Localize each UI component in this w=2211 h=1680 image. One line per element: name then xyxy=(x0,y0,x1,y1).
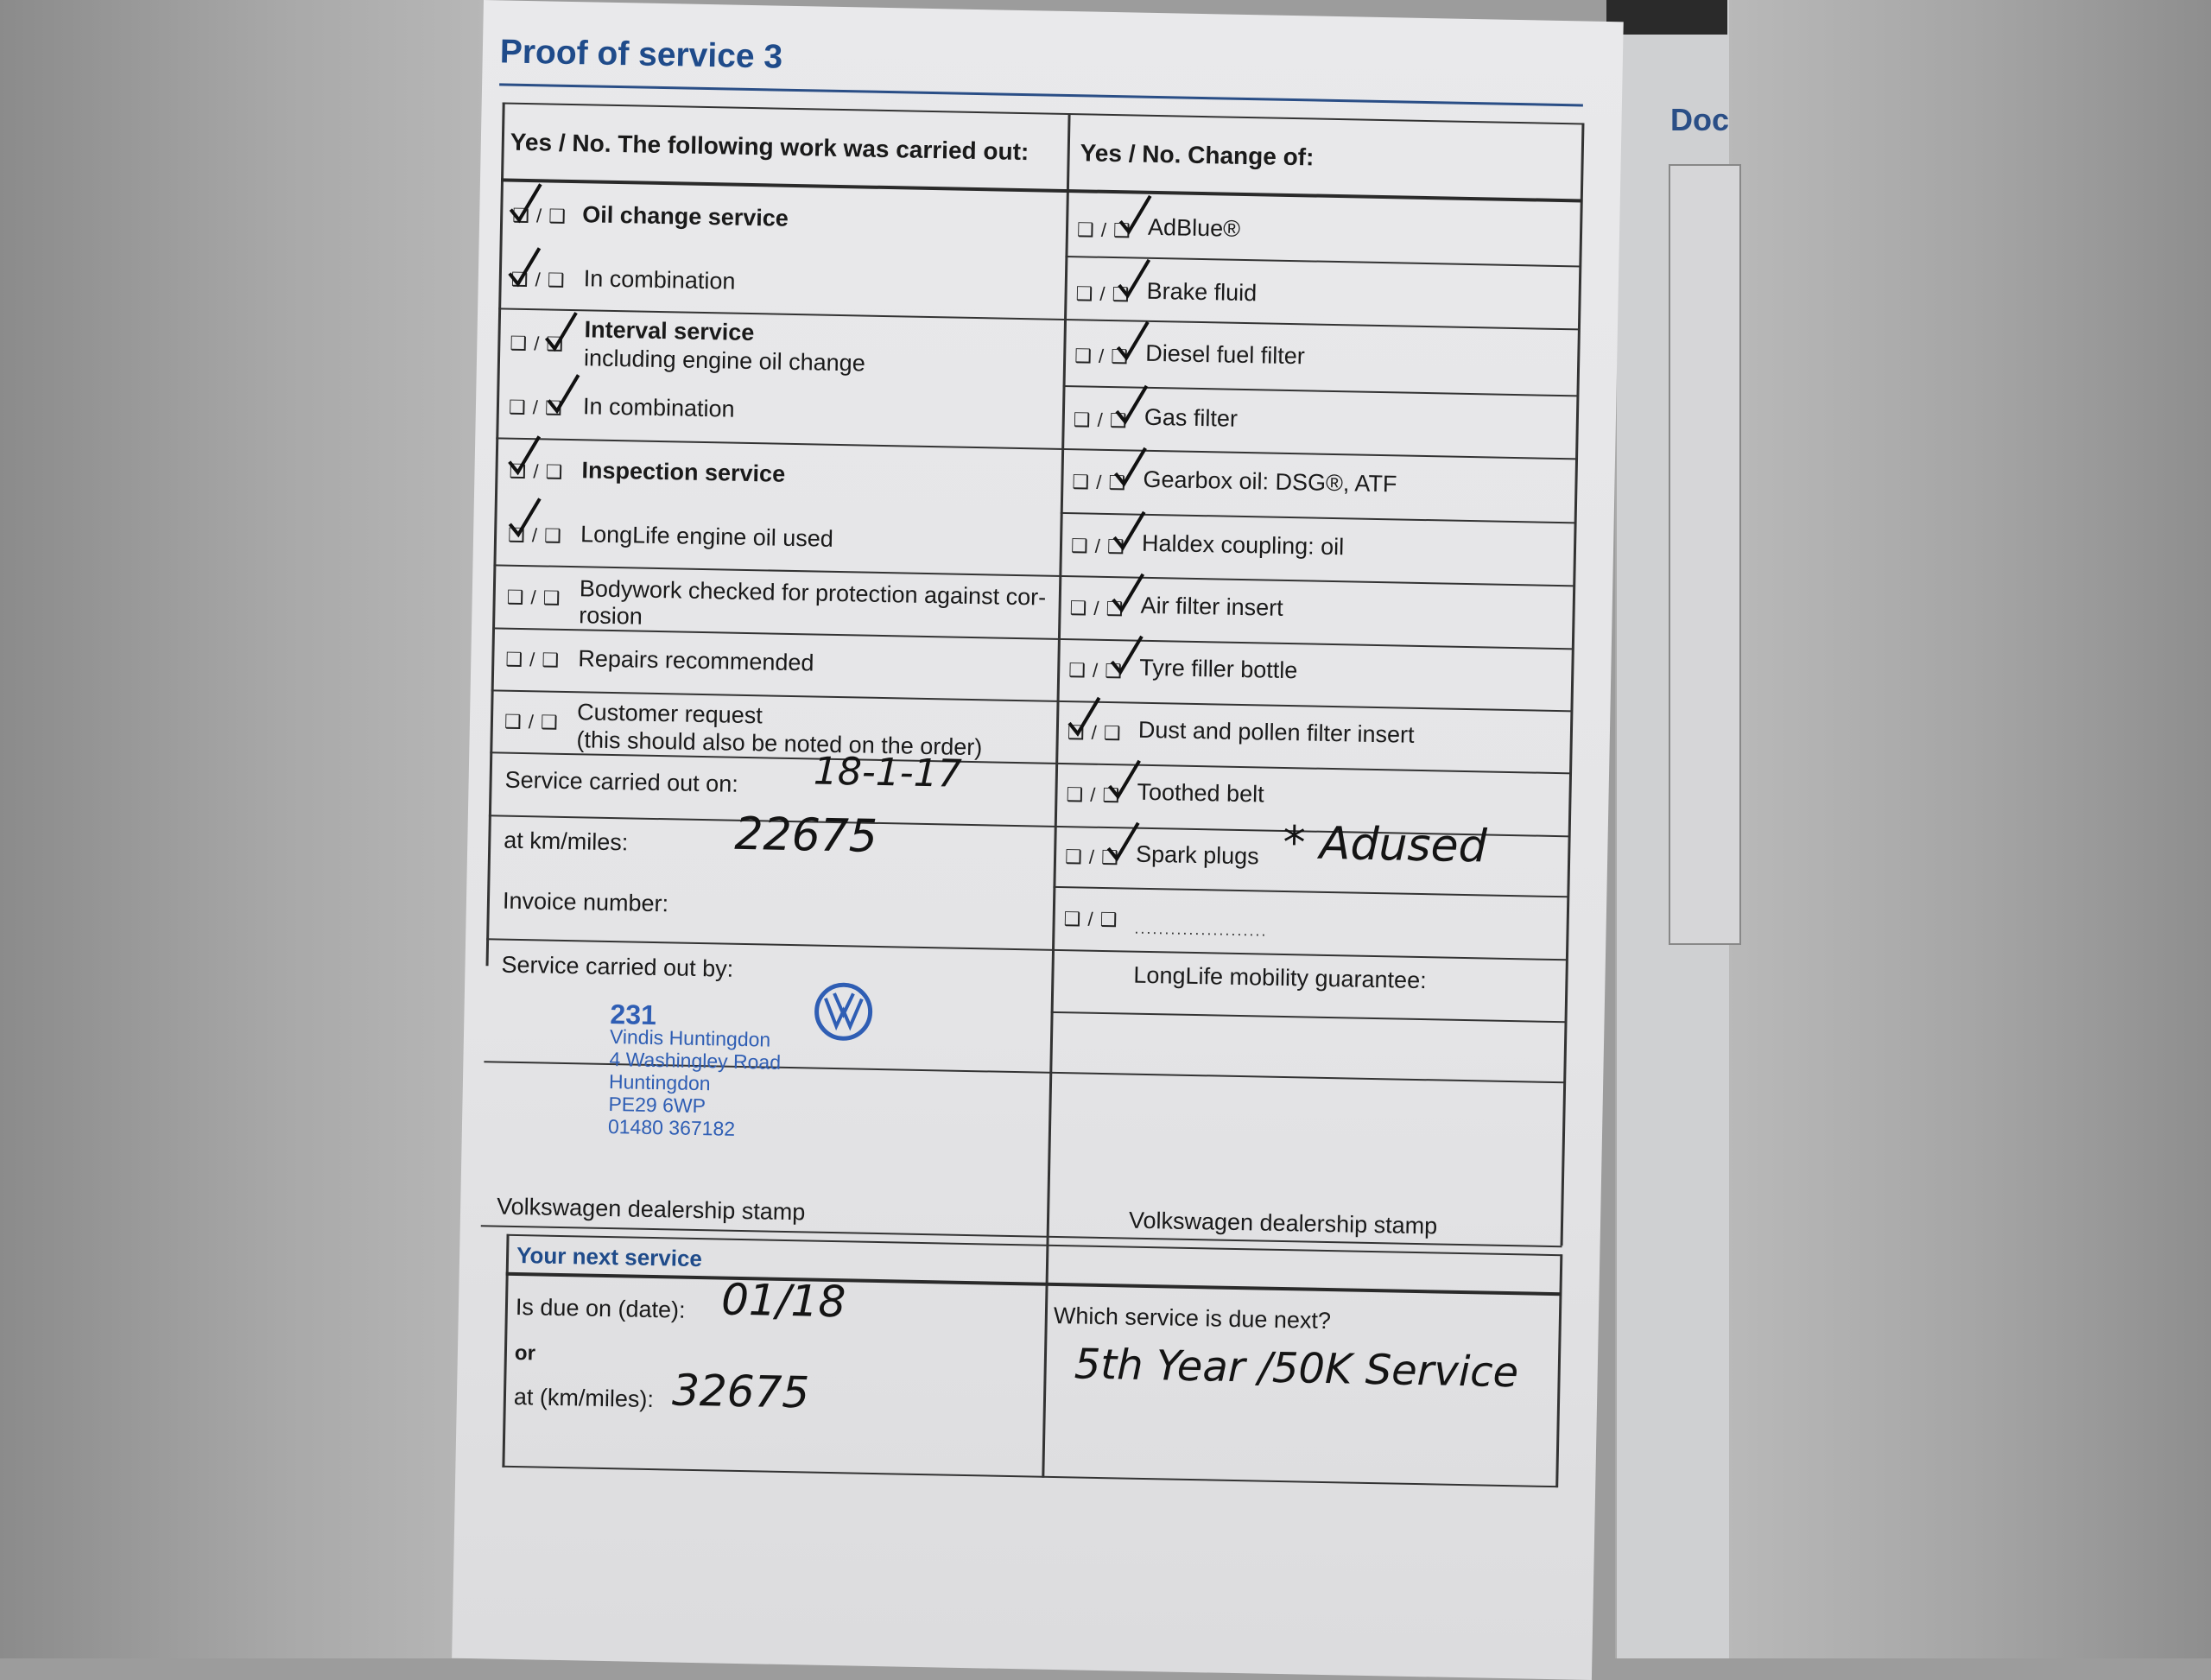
spark-plugs-note: * Adused xyxy=(1282,816,1488,873)
interval-service-label: Interval service xyxy=(584,316,755,346)
tick-mark-icon xyxy=(504,497,566,541)
longlife-guarantee-label: LongLife mobility guarantee: xyxy=(1133,961,1427,994)
pollen-filter-label: Dust and pollen filter insert xyxy=(1137,716,1415,748)
spark-plugs-label: Spark plugs xyxy=(1135,840,1260,870)
adjacent-page-heading: Doc xyxy=(1670,102,1730,137)
service-km-value: 22675 xyxy=(733,808,878,863)
customer-request-note: (this should also be noted on the order) xyxy=(576,726,983,761)
repairs-recommended-label: Repairs recommended xyxy=(578,645,814,676)
tick-mark-icon xyxy=(1115,193,1176,238)
next-service-title: Your next service xyxy=(516,1242,703,1272)
yes-no-checkboxes[interactable]: ❑ / ❑ xyxy=(510,332,565,355)
header-rule xyxy=(501,178,1582,202)
bodywork-label: Bodywork checked for protection against cor- xyxy=(579,575,1047,611)
dealer-town: Huntingdon xyxy=(608,1070,711,1095)
longlife-oil-label: LongLife engine oil used xyxy=(580,521,834,552)
dealer-street: 4 Washingley Road xyxy=(609,1048,782,1074)
next-due-date-value: 01/18 xyxy=(720,1274,846,1328)
adblue-label: AdBlue® xyxy=(1147,213,1241,242)
tick-mark-icon xyxy=(1109,510,1170,554)
invoice-number-label: Invoice number: xyxy=(502,887,669,917)
yes-no-checkboxes[interactable]: ❑ / ❑ xyxy=(508,396,563,419)
row-line xyxy=(1051,1011,1567,1023)
next-service-bottom xyxy=(502,1466,1557,1487)
yes-no-checkboxes[interactable]: ❑ / ❑ xyxy=(1074,345,1130,368)
row-line xyxy=(1053,886,1568,897)
background-corner xyxy=(1606,0,1727,35)
tick-mark-icon xyxy=(505,182,567,226)
service-book-page xyxy=(452,0,1624,1680)
yes-no-checkboxes[interactable]: ❑ / ❑ xyxy=(506,586,561,609)
next-km-value: 32675 xyxy=(671,1365,810,1418)
next-service-right xyxy=(1555,1254,1562,1487)
next-km-label: at (km/miles): xyxy=(513,1383,655,1413)
table-border-right xyxy=(1561,123,1585,1246)
service-date-label: Service carried out on: xyxy=(504,766,739,797)
in-combination-label: In combination xyxy=(583,265,736,295)
next-service-header-rule xyxy=(506,1272,1562,1296)
interval-service-sublabel: including engine oil change xyxy=(583,345,866,377)
tick-mark-icon xyxy=(543,372,605,416)
tyre-filler-label: Tyre filler bottle xyxy=(1139,654,1298,684)
gas-filter-label: Gas filter xyxy=(1144,403,1239,432)
service-km-label: at km/miles: xyxy=(504,827,629,856)
tick-mark-icon xyxy=(1106,634,1168,678)
yes-no-checkboxes[interactable]: ❑ / ❑ xyxy=(509,460,564,483)
yes-no-checkboxes[interactable]: ❑ / ❑ xyxy=(511,204,567,227)
tick-mark-icon xyxy=(1064,695,1125,739)
next-due-date-label: Is due on (date): xyxy=(515,1293,686,1323)
row-line xyxy=(496,437,1577,460)
next-service-left xyxy=(502,1234,509,1468)
yes-no-checkboxes[interactable]: ❑ / ❑ xyxy=(1070,535,1126,558)
tick-mark-icon xyxy=(541,310,602,354)
yes-no-checkboxes[interactable]: ❑ / ❑ xyxy=(504,710,559,733)
table-border-left xyxy=(486,102,505,966)
dealer-number: 231 xyxy=(610,998,657,1031)
yes-no-checkboxes[interactable]: ❑ / ❑ xyxy=(505,648,561,671)
tick-mark-icon xyxy=(1107,572,1169,616)
dealer-phone: 01480 367182 xyxy=(607,1115,736,1140)
yes-no-checkboxes[interactable]: ❑ / ❑ xyxy=(1064,846,1120,869)
dealership-stamp-label-right: Volkswagen dealership stamp xyxy=(1128,1207,1438,1239)
gearbox-oil-label: Gearbox oil: DSG®, ATF xyxy=(1143,466,1397,498)
tick-mark-icon xyxy=(1112,384,1173,428)
dealership-stamp-label-left: Volkswagen dealership stamp xyxy=(496,1193,806,1226)
yes-no-checkboxes[interactable]: ❑ / ❑ xyxy=(1075,282,1131,306)
table-border-top xyxy=(503,102,1584,124)
yes-no-checkboxes[interactable]: ❑ / ❑ xyxy=(510,268,566,291)
diesel-fuel-filter-label: Diesel fuel filter xyxy=(1145,339,1306,370)
vw-logo xyxy=(813,981,874,1047)
next-or-label: or xyxy=(514,1341,536,1366)
carried-out-by-label: Service carried out by: xyxy=(501,951,734,982)
page-title: Proof of service 3 xyxy=(499,33,783,76)
background-right xyxy=(1727,0,2211,1658)
service-date-value: 18-1-17 xyxy=(813,749,963,796)
dealer-stamp xyxy=(607,998,782,1141)
title-rule xyxy=(499,83,1583,106)
tick-mark-icon xyxy=(1104,758,1165,802)
tick-mark-icon xyxy=(504,246,566,290)
yes-no-checkboxes[interactable]: ❑ / ❑ xyxy=(1067,659,1124,682)
haldex-coupling-label: Haldex coupling: oil xyxy=(1141,529,1345,561)
yes-no-checkboxes[interactable]: ❑ / ❑ xyxy=(1073,409,1128,432)
adjacent-page-box xyxy=(1669,164,1741,945)
yes-no-checkboxes[interactable]: ❑ / ❑ xyxy=(1067,721,1122,745)
brake-fluid-label: Brake fluid xyxy=(1146,277,1258,307)
blank-entry-dots: ...................... xyxy=(1134,919,1268,940)
bodywork-label-cont: rosion xyxy=(579,602,643,630)
dealer-postcode: PE29 6WP xyxy=(608,1093,706,1118)
air-filter-label: Air filter insert xyxy=(1140,592,1283,621)
yes-no-checkboxes[interactable]: ❑ / ❑ xyxy=(507,523,563,547)
tick-mark-icon xyxy=(1103,821,1164,865)
in-combination-label-2: In combination xyxy=(582,393,735,422)
toothed-belt-label: Toothed belt xyxy=(1137,778,1264,808)
yes-no-checkboxes[interactable]: ❑ / ❑ xyxy=(1069,597,1125,620)
yes-no-checkboxes[interactable]: ❑ / ❑ xyxy=(1076,219,1132,242)
yes-no-checkboxes[interactable]: ❑ / ❑ xyxy=(1066,783,1121,807)
left-column-header: Yes / No. The following work was carried out: xyxy=(510,128,1029,166)
yes-no-checkboxes[interactable]: ❑ / ❑ xyxy=(1063,908,1118,931)
tick-mark-icon xyxy=(504,434,565,479)
which-service-value: 5th Year /50K Service xyxy=(1074,1340,1519,1398)
right-column-header: Yes / No. Change of: xyxy=(1080,139,1315,171)
yes-no-checkboxes[interactable]: ❑ / ❑ xyxy=(1072,471,1127,494)
service-table xyxy=(476,102,1581,1492)
tick-mark-icon xyxy=(1110,446,1171,490)
tick-mark-icon xyxy=(1113,257,1175,301)
tick-mark-icon xyxy=(1112,320,1174,364)
adjacent-page xyxy=(1615,0,1729,1658)
customer-request-label: Customer request xyxy=(576,699,763,729)
dealer-name: Vindis Huntingdon xyxy=(609,1025,771,1051)
which-service-label: Which service is due next? xyxy=(1053,1302,1332,1334)
background-left xyxy=(0,0,484,1658)
inspection-service-label: Inspection service xyxy=(581,457,786,487)
oil-change-service-label: Oil change service xyxy=(581,201,789,231)
